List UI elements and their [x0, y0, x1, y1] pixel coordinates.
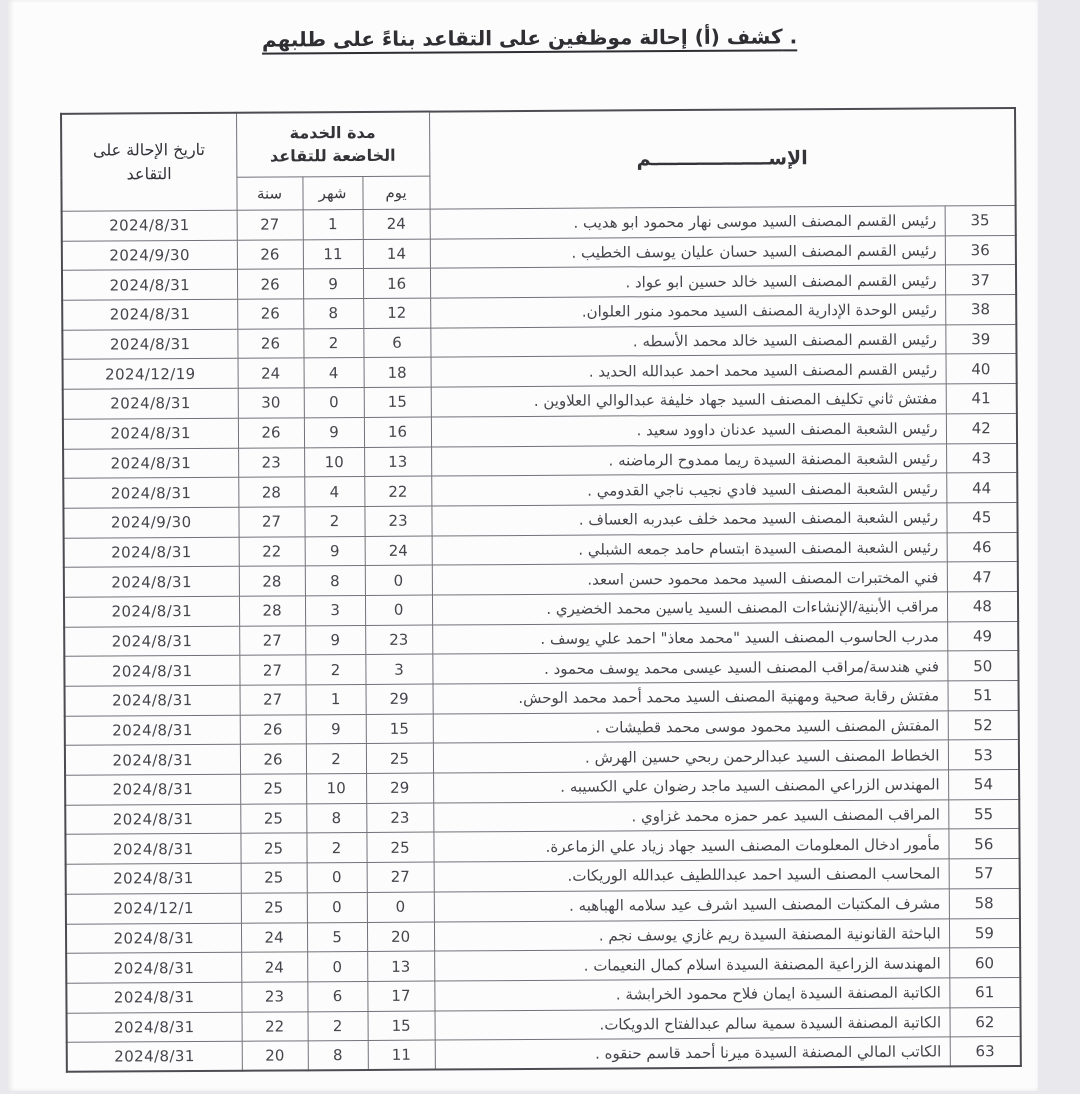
employee-name: رئيس القسم المصنف السيد محمد احمد عبدالله الحديد .: [431, 354, 946, 387]
employee-name: مفتش رقابة صحية ومهنية المصنف السيد محمد أحمد محمد الوحش.: [433, 681, 948, 714]
service-days: 12: [363, 298, 430, 328]
service-days: 15: [366, 714, 433, 744]
service-years: 28: [239, 596, 305, 626]
referral-date: 2024/8/31: [63, 448, 238, 479]
row-number: 36: [945, 235, 1016, 265]
service-years: 20: [242, 1041, 308, 1071]
referral-date: 2024/8/31: [62, 210, 237, 241]
employee-name: رئيس الوحدة الإدارية المصنف السيد محمود منور العلوان.: [430, 295, 945, 328]
referral-date: 2024/8/31: [63, 418, 238, 449]
referral-date: 2024/8/31: [63, 388, 238, 419]
service-years: 26: [238, 418, 304, 448]
service-years: 28: [239, 566, 305, 596]
row-number: 38: [945, 295, 1016, 325]
row-number: 55: [948, 799, 1019, 829]
employee-name: رئيس القسم المصنف السيد موسى نهار محمود ابو هديب .: [430, 206, 945, 239]
service-months: 2: [305, 655, 365, 685]
row-number: 54: [948, 770, 1019, 800]
service-years: 24: [238, 358, 304, 388]
row-number: 51: [948, 680, 1019, 710]
service-months: 3: [305, 595, 365, 625]
service-days: 15: [364, 387, 431, 417]
service-years: 26: [237, 329, 303, 359]
header-referral-date: تاريخ الإحالة على التقاعد: [61, 113, 237, 212]
service-years: 28: [238, 477, 304, 507]
referral-date: 2024/12/19: [63, 359, 238, 390]
row-number: 44: [946, 473, 1017, 503]
service-years: 27: [238, 507, 304, 537]
employee-name: الخطاط المصنف السيد عبدالرحمن ربحي حسين الهرش .: [433, 740, 948, 773]
service-months: 1: [306, 684, 366, 714]
referral-date: 2024/12/1: [66, 893, 241, 924]
row-number: 50: [947, 651, 1018, 681]
service-days: 24: [363, 209, 430, 239]
row-number: 56: [948, 829, 1019, 859]
service-days: 16: [363, 268, 430, 298]
row-number: 48: [947, 591, 1018, 621]
service-years: 26: [237, 299, 303, 329]
service-months: 9: [304, 417, 364, 447]
service-months: 0: [307, 952, 367, 982]
service-years: 26: [237, 269, 303, 299]
service-days: 16: [364, 417, 431, 447]
referral-date: 2024/8/31: [62, 299, 237, 330]
employee-name: مفتش ثاني تكليف المصنف السيد جهاد خليفة عبدالوالي العلاوين .: [431, 384, 946, 417]
service-days: 15: [368, 1011, 435, 1041]
row-number: 45: [946, 502, 1017, 532]
referral-date: 2024/8/31: [65, 745, 240, 776]
service-years: 27: [237, 210, 303, 240]
service-months: 8: [303, 299, 363, 329]
row-number: 60: [949, 948, 1020, 978]
service-months: 4: [304, 477, 364, 507]
row-number: 35: [945, 205, 1016, 235]
employee-name: المحاسب المصنف السيد احمد عبداللطيف عبدالله الوريكات.: [434, 859, 949, 892]
employee-name: رئيس الشعبة المصنف السيدة ابتسام حامد جمعه الشبلي .: [432, 532, 947, 565]
service-days: 25: [366, 832, 433, 862]
table-row: [67, 1037, 1021, 1073]
service-days: 23: [365, 625, 432, 655]
table-header: [61, 108, 1016, 211]
employee-name: الباحثة القانونية المصنفة السيدة ريم غازي يوسف نجم .: [434, 918, 949, 951]
header-month: شهر: [302, 176, 362, 210]
service-years: 26: [240, 744, 306, 774]
employee-name: المفتش المصنف السيد محمود موسى محمد قطيشات .: [433, 711, 948, 744]
service-months: 2: [308, 1011, 368, 1041]
service-days: 0: [367, 892, 434, 922]
service-months: 1: [303, 209, 363, 239]
service-days: 23: [366, 803, 433, 833]
service-years: 30: [238, 388, 304, 418]
service-years: 22: [239, 536, 305, 566]
referral-date: 2024/8/31: [66, 923, 241, 954]
employee-name: المهندس الزراعي المصنف السيد ماجد رضوان علي الكسيبه .: [433, 770, 948, 803]
referral-date: 2024/8/31: [64, 626, 239, 657]
referral-date: 2024/8/31: [62, 329, 237, 360]
row-number: 41: [946, 384, 1017, 414]
row-number: 58: [949, 888, 1020, 918]
service-months: 0: [304, 388, 364, 418]
referral-date: 2024/8/31: [62, 270, 237, 301]
service-months: 8: [306, 803, 366, 833]
header-day: يوم: [362, 176, 429, 210]
referral-date: 2024/8/31: [64, 596, 239, 627]
referral-date: 2024/8/31: [65, 774, 240, 805]
service-months: 6: [307, 981, 367, 1011]
row-number: 63: [950, 1037, 1021, 1067]
service-months: 8: [308, 1041, 368, 1071]
service-days: 22: [364, 476, 431, 506]
referral-date: 2024/8/31: [64, 656, 239, 687]
employee-name: رئيس القسم المصنف السيد حسان عليان يوسف الخطيب .: [430, 236, 945, 269]
service-months: 9: [306, 714, 366, 744]
row-number: 62: [950, 1007, 1021, 1037]
employee-name: رئيس القسم المصنف السيد خالد حسين ابو عواد .: [430, 265, 945, 298]
service-days: 3: [365, 654, 432, 684]
retirement-table: [60, 107, 1022, 1073]
employee-name: رئيس الشعبة المصنف السيد فادي نجيب ناجي القدومي .: [431, 473, 946, 506]
referral-date: 2024/8/31: [66, 863, 241, 894]
service-years: 23: [238, 447, 304, 477]
page-title: كشف (أ) إحالة موظفين على التقاعد بناءً على طلبهم .: [261, 24, 798, 52]
service-years: 26: [240, 715, 306, 745]
referral-date: 2024/8/31: [64, 566, 239, 597]
referral-date: 2024/8/31: [66, 982, 241, 1013]
employee-name: فني المختبرات المصنف السيد محمد محمود حسن اسعد.: [432, 562, 947, 595]
employee-name: الكاتب المالي المصنفة السيدة ميرنا أحمد قاسم حنقوه .: [435, 1037, 950, 1070]
referral-date: 2024/8/31: [67, 1012, 242, 1043]
employee-name: مراقب الأبنية/الإنشاءات المصنف السيد ياسين محمد الخضيري .: [432, 592, 947, 625]
row-number: 47: [947, 562, 1018, 592]
referral-date: 2024/9/30: [62, 240, 237, 271]
service-days: 17: [367, 981, 434, 1011]
service-years: 27: [239, 655, 305, 685]
service-years: 25: [240, 804, 306, 834]
service-years: 22: [242, 1011, 308, 1041]
service-days: 6: [363, 328, 430, 358]
row-number: 43: [946, 443, 1017, 473]
service-months: 10: [306, 774, 366, 804]
row-number: 37: [945, 265, 1016, 295]
service-months: 2: [306, 833, 366, 863]
row-number: 40: [946, 354, 1017, 384]
service-days: 0: [365, 565, 432, 595]
employee-name: مشرف المكتبات المصنف السيد اشرف عيد سلامه الهباهبه .: [434, 889, 949, 922]
referral-date: 2024/8/31: [65, 804, 240, 835]
service-days: 20: [367, 922, 434, 952]
service-days: 25: [366, 743, 433, 773]
referral-date: 2024/8/31: [65, 715, 240, 746]
header-year: سنة: [236, 176, 302, 210]
row-number: 57: [949, 859, 1020, 889]
service-years: 27: [240, 685, 306, 715]
row-number: 53: [948, 740, 1019, 770]
referral-date: 2024/9/30: [63, 507, 238, 538]
referral-date: 2024/8/31: [63, 477, 238, 508]
header-name: الإســــــــــــــــــم: [429, 108, 1016, 209]
service-days: 29: [366, 773, 433, 803]
service-months: 0: [307, 863, 367, 893]
row-number: 42: [946, 413, 1017, 443]
service-days: 24: [365, 536, 432, 566]
service-months: 10: [304, 447, 364, 477]
service-months: 2: [304, 506, 364, 536]
service-months: 5: [307, 922, 367, 952]
referral-date: 2024/8/31: [64, 537, 239, 568]
service-months: 9: [305, 625, 365, 655]
employee-name: رئيس القسم المصنف السيد خالد محمد الأسطه .: [430, 325, 945, 358]
service-months: 9: [303, 269, 363, 299]
service-months: 9: [305, 536, 365, 566]
row-number: 59: [949, 918, 1020, 948]
employee-name: فني هندسة/مراقب المصنف السيد عيسى محمد يوسف محمود .: [432, 651, 947, 684]
service-days: 11: [368, 1040, 435, 1070]
row-number: 49: [947, 621, 1018, 651]
service-days: 13: [367, 951, 434, 981]
employee-name: رئيس الشعبة المصنفة السيدة ريما ممدوح الرماضنه .: [431, 443, 946, 476]
service-months: 0: [307, 892, 367, 922]
service-days: 23: [364, 506, 431, 536]
row-number: 61: [949, 977, 1020, 1007]
row-number: 39: [945, 324, 1016, 354]
employee-name: رئيس الشعبة المصنف السيد عدنان داوود سعيد .: [431, 414, 946, 447]
service-years: 25: [241, 893, 307, 923]
service-years: 24: [241, 922, 307, 952]
service-months: 2: [306, 744, 366, 774]
employee-name: المراقب المصنف السيد عمر حمزه محمد غزاوي .: [433, 800, 948, 833]
referral-date: 2024/8/31: [65, 685, 240, 716]
row-number: 46: [947, 532, 1018, 562]
service-days: 14: [363, 239, 430, 269]
service-years: 25: [241, 863, 307, 893]
service-days: 18: [364, 358, 431, 388]
header-service-period: مدة الخدمة الخاضعة للتقاعد: [236, 112, 429, 177]
table-body: [62, 205, 1021, 1072]
service-days: 0: [365, 595, 432, 625]
service-years: 25: [240, 774, 306, 804]
employee-name: مدرب الحاسوب المصنف السيد "محمد معاذ" احمد علي يوسف .: [432, 622, 947, 655]
service-months: 4: [304, 358, 364, 388]
employee-name: الكاتبة المصنفة السيدة ايمان فلاح محمود الخرابشة .: [434, 978, 949, 1011]
page-content: [5, 0, 1042, 1094]
service-days: 27: [367, 862, 434, 892]
service-days: 29: [366, 684, 433, 714]
service-years: 23: [241, 982, 307, 1012]
employee-name: مأمور ادخال المعلومات المصنف السيد جهاد زياد علي الزماعرة.: [433, 829, 948, 862]
service-years: 24: [241, 952, 307, 982]
row-number: 52: [948, 710, 1019, 740]
employee-name: الكاتبة المصنفة السيدة سمية سالم عبدالفتاح الدويكات.: [435, 1007, 950, 1040]
service-years: 25: [240, 833, 306, 863]
service-years: 26: [237, 240, 303, 270]
service-months: 11: [303, 239, 363, 269]
service-years: 27: [239, 625, 305, 655]
service-months: 8: [305, 566, 365, 596]
referral-date: 2024/8/31: [65, 834, 240, 865]
employee-name: المهندسة الزراعية المصنفة السيدة اسلام كمال النعيمات .: [434, 948, 949, 981]
referral-date: 2024/8/31: [67, 1041, 242, 1072]
service-months: 2: [303, 328, 363, 358]
employee-name: رئيس الشعبة المصنف السيد محمد خلف عبدربه العساف .: [431, 503, 946, 536]
referral-date: 2024/8/31: [66, 952, 241, 983]
service-days: 13: [364, 447, 431, 477]
